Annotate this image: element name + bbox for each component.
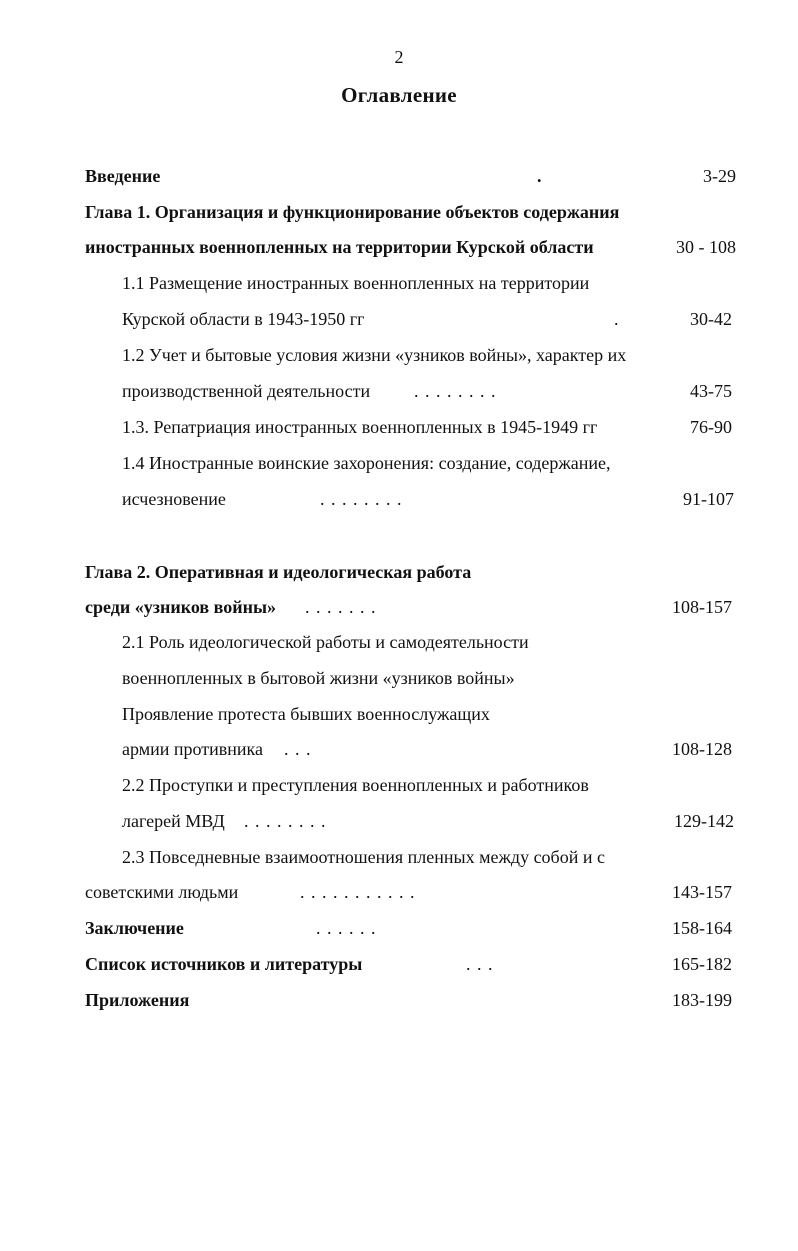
toc-entry-pages: 30 - 108 — [676, 237, 736, 257]
toc-entry-appendices — [0, 985, 798, 1015]
toc-section-2-2 — [0, 770, 798, 800]
toc-section-1-3 — [0, 412, 798, 442]
toc-entry-title: среди «узников войны» — [85, 597, 277, 617]
toc-section-2-3-cont — [0, 877, 798, 907]
page-number: 2 — [394, 47, 404, 67]
toc-entry-pages: 30-42 — [690, 309, 732, 329]
toc-entry-title: 1.2 Учет и бытовые условия жизни «узников войны», характер их — [122, 345, 627, 365]
toc-entry-title: Глава 1. Организация и функционирование объектов содержания — [85, 202, 620, 222]
toc-entry-pages: 165-182 — [672, 954, 732, 974]
dot-leader: . — [614, 309, 620, 329]
toc-entry-title: 2.2 Проступки и преступления военнопленных и работников — [122, 775, 589, 795]
toc-entry-title: армии противника — [122, 739, 263, 759]
toc-chapter-2-title — [0, 557, 798, 587]
toc-entry-title: военнопленных в бытовой жизни «узников войны» — [122, 668, 515, 688]
toc-section-1-2 — [0, 340, 798, 370]
toc-entry-sources — [0, 949, 798, 979]
toc-entry-pages: 129-142 — [674, 811, 734, 831]
toc-section-2-2-cont — [0, 806, 798, 836]
toc-chapter-1-title-cont — [0, 232, 798, 262]
toc-section-2-1-cont — [0, 663, 798, 693]
toc-entry-pages: 76-90 — [690, 417, 732, 437]
toc-section-1-4 — [0, 448, 798, 478]
page-title: Оглавление — [341, 83, 457, 107]
toc-entry-pages: 143-157 — [672, 882, 732, 902]
dot-leader: . — [537, 166, 543, 186]
dot-leader: . . . . . . . . — [414, 381, 497, 401]
toc-entry-title: 1.1 Размещение иностранных военнопленных на территории — [122, 273, 590, 293]
toc-chapter-1-title — [0, 197, 798, 227]
toc-section-2-1-cont — [0, 734, 798, 764]
toc-entry-introduction — [0, 161, 798, 191]
dot-leader: . . . — [466, 954, 494, 974]
toc-entry-title: Заключение — [85, 918, 184, 938]
toc-entry-pages: 183-199 — [672, 990, 732, 1010]
toc-entry-title: 1.4 Иностранные воинские захоронения: создание, содержание, — [122, 453, 611, 473]
toc-entry-title: 2.1 Роль идеологической работы и самодеятельности — [122, 632, 529, 652]
toc-entry-title: лагерей МВД — [122, 811, 225, 831]
toc-entry-title: советскими людьми — [85, 882, 239, 902]
toc-entry-title: 2.3 Повседневные взаимоотношения пленных между собой и с — [122, 847, 605, 867]
toc-entry-pages: 91-107 — [683, 489, 734, 509]
toc-entry-pages: 108-128 — [672, 739, 732, 759]
dot-leader: . . . . . . . . — [244, 811, 327, 831]
toc-entry-pages: 158-164 — [672, 918, 732, 938]
toc-entry-pages: 3-29 — [703, 166, 736, 186]
toc-entry-title: исчезновение — [122, 489, 226, 509]
toc-section-1-2-cont — [0, 376, 798, 406]
toc-entry-title: Проявление протеста бывших военнослужащих — [122, 704, 490, 724]
toc-section-1-4-cont — [0, 484, 798, 514]
toc-section-2-3 — [0, 842, 798, 872]
toc-entry-pages: 108-157 — [672, 597, 732, 617]
toc-entry-title: 1.3. Репатриация иностранных военнопленных в 1945-1949 гг — [122, 417, 598, 437]
dot-leader: . . . . . . — [316, 918, 377, 938]
toc-chapter-2-title-cont — [0, 592, 798, 622]
toc-section-1-1-cont — [0, 304, 798, 334]
toc-entry-title: производственной деятельности — [122, 381, 371, 401]
toc-section-1-1 — [0, 268, 798, 298]
toc-section-2-1 — [0, 627, 798, 657]
toc-entry-title: Курской области в 1943-1950 гг — [122, 309, 365, 329]
dot-leader: . . . . . . . . — [320, 489, 403, 509]
toc-entry-title: Глава 2. Оперативная и идеологическая работа — [85, 562, 472, 582]
dot-leader: . . . . . . . — [305, 597, 377, 617]
toc-entry-title: иностранных военнопленных на территории Курской области — [85, 237, 594, 257]
toc-entry-conclusion — [0, 913, 798, 943]
dot-leader: . . . . . . . . . . . — [300, 882, 416, 902]
toc-entry-title: Приложения — [85, 990, 190, 1010]
toc-entry-title: Список источников и литературы — [85, 954, 363, 974]
toc-entry-pages: 43-75 — [690, 381, 732, 401]
toc-section-2-1-cont — [0, 699, 798, 729]
toc-entry-title: Введение — [85, 166, 161, 186]
dot-leader: . . . — [284, 739, 312, 759]
